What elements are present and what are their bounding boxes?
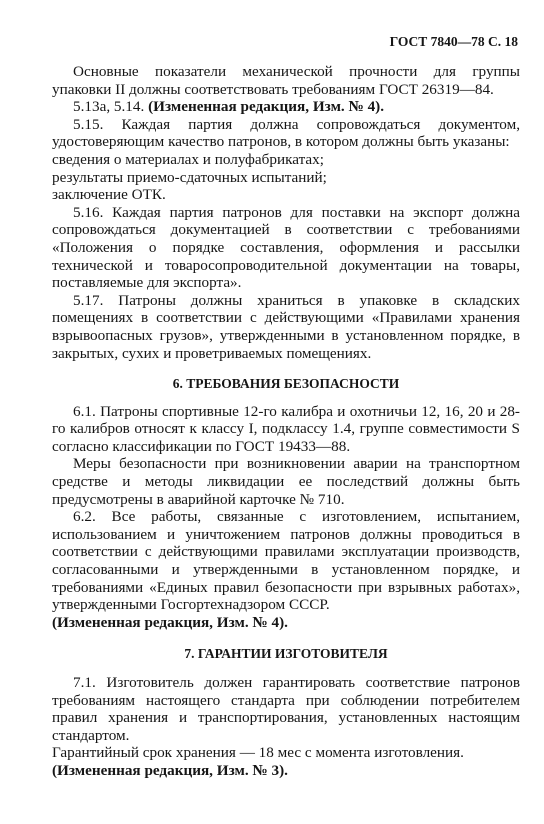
list-item-otk: заключение ОТК. [52,186,166,204]
list-item-materials: сведения о материалах и полуфабрикатах; [52,150,324,168]
amendment-note: (Измененная редакция, Изм. № 4). [148,98,385,116]
amendment-note: (Измененная редакция, Изм. № 4). [52,613,288,631]
paragraph-5-15: 5.15. Каждая партия должна сопровождаться документом, удостоверяющим качество патронов, в котором должны быть указаны: [52,115,520,151]
section-heading-guarantees: 7. ГАРАНТИИ ИЗГОТОВИТЕЛЯ [184,646,388,662]
paragraph-strength-indicators: Основные показатели механической прочности для группы упаковки II должны соответствовать требованиям ГОСТ 26319—84. [52,63,520,98]
paragraph-6-2: 6.2. Все работы, связанные с изготовлением, испытанием, использованием и уничтожением патронов должны проводиться в соответствии с действующими правилами эксплуатации производств, согласованными и утвержденными в установленном порядке, и требованиями «Единых правил безопасности при взрывных работах», утвержденными Госгортехнадзором СССР. [52,508,520,614]
section-heading-safety: 6. ТРЕБОВАНИЯ БЕЗОПАСНОСТИ [172,376,400,392]
paragraph-6-1: 6.1. Патроны спортивные 12-го калибра и охотничьи 12, 16, 20 и 28-го калибров относят к классу I, подклассу 1.4, группе совместимости S согласно классификации по ГОСТ 19433—88. [52,402,520,455]
paragraph-7-1: 7.1. Изготовитель должен гарантировать соответствие патронов требованиям настоящего стандарта при соблюдении потребителем правил хранения и транспортирования, установленных настоящим стандартом. [52,674,520,744]
amendment-note: (Измененная редакция, Изм. № 3). [52,761,288,779]
page-header: ГОСТ 7840—78 С. 18 [389,34,518,49]
paragraph-5-13a [52,98,520,116]
paragraph-5-17: 5.17. Патроны должны храниться в упаковке в складских помещениях в соответствии с действующими «Правилами хранения взрывоопасных грузов», утвержденными в установленном порядке, в закрытых, сухих и проветриваемых помещениях. [52,291,520,362]
list-item-test-results: результаты приемо-сдаточных испытаний; [52,168,327,186]
paragraph-5-16: 5.16. Каждая партия патронов для поставки на экспорт должна сопровождаться документацией в соответствии с требованиями «Положения о порядке составления, оформления и рассылки технической и товаросопроводительной документации на товары, поставляемые для экспорта». [52,203,520,292]
clause-number: 5.13а, 5.14. [73,98,149,116]
paragraph-warranty-period: Гарантийный срок хранения — 18 мес с момента изготовления. [52,744,464,762]
paragraph-6-1-safety-measures: Меры безопасности при возникновении аварии на транспортном средстве и методы ликвидации ее последствий должны быть предусмотрены в аварийной карточке № 710. [52,455,520,508]
